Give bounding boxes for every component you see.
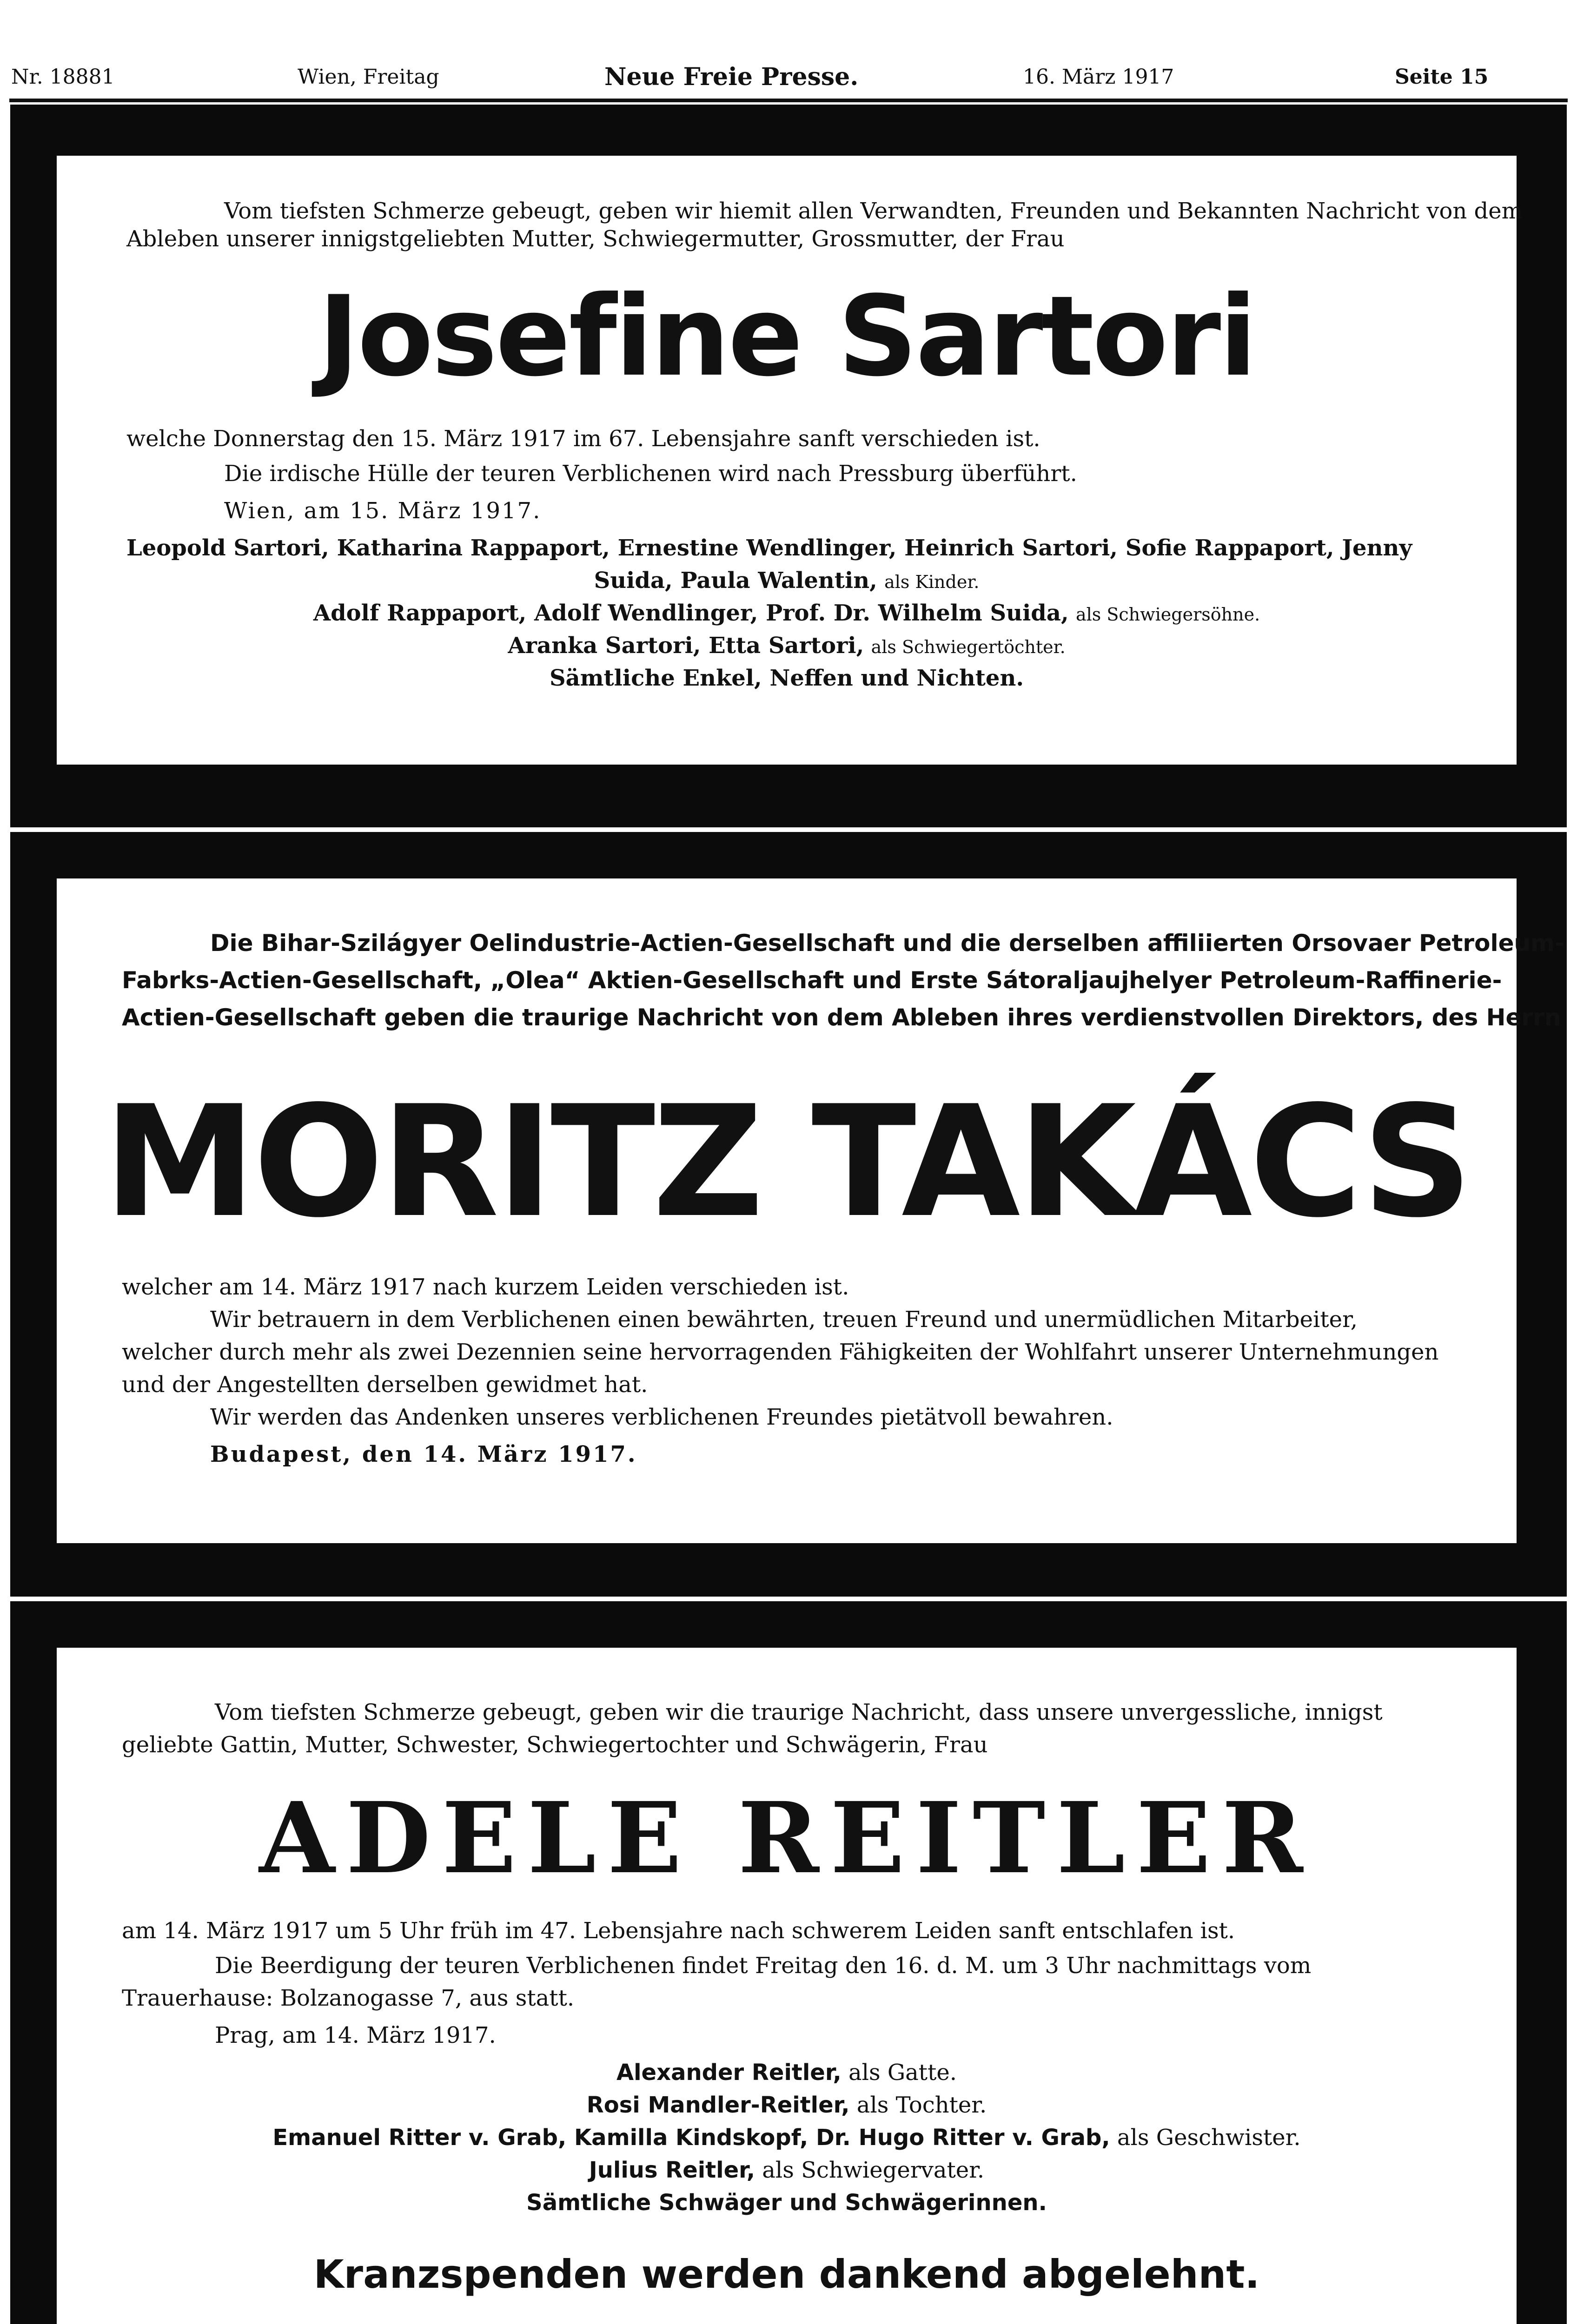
mourners-line: Suida, Paula Walentin, als Kinder.	[594, 568, 980, 594]
notice-body	[57, 1648, 1517, 2324]
mourners-line: Julius Reitler, als Schwiegervater.	[589, 2157, 985, 2183]
intro-line: Vom tiefsten Schmerze gebeugt, geben wir die traurige Nachricht, dass unsere unvergessliche, innigst	[215, 1699, 1383, 1725]
closing-note: Kranzspenden werden dankend abgelehnt.	[313, 2251, 1260, 2297]
place-day: Wien, Freitag	[298, 65, 439, 89]
text-line: Wir betrauern in dem Verblichenen einen bewährten, treuen Freund und unermüdlichen Mitarbeiter,	[210, 1307, 1358, 1333]
issue-date: 16. März 1917	[1023, 65, 1174, 89]
issue-number: Nr. 18881	[11, 65, 115, 89]
text-line: Die Beerdigung der teuren Verblichenen findet Freitag den 16. d. M. um 3 Uhr nachmittags vom	[215, 1953, 1312, 1979]
deceased-name: MORITZ TAKÁCS	[103, 1073, 1470, 1251]
header-rule	[9, 99, 1568, 102]
place-date: Wien, am 15. März 1917.	[224, 498, 542, 524]
text-line: welcher durch mehr als zwei Dezennien seine hervorragenden Fähigkeiten der Wohlfahrt unserer Unternehmungen	[122, 1339, 1439, 1365]
newspaper-title: Neue Freie Presse.	[604, 63, 859, 91]
text-line: welche Donnerstag den 15. März 1917 im 67. Lebensjahre sanft verschieden ist.	[126, 426, 1040, 452]
text-line: welcher am 14. März 1917 nach kurzem Leiden verschieden ist.	[122, 1274, 849, 1300]
obituary-notice-takacs	[10, 832, 1567, 1597]
intro-line: Vom tiefsten Schmerze gebeugt, geben wir hiemit allen Verwandten, Freunden und Bekannten Nachricht von dem	[224, 198, 1523, 224]
mourners-line: Aranka Sartori, Etta Sartori, als Schwiegertöchter.	[508, 633, 1066, 659]
mourners-line: Adolf Rappaport, Adolf Wendlinger, Prof. Dr. Wilhelm Suida, als Schwiegersöhne.	[313, 600, 1260, 626]
notice-body	[57, 878, 1564, 1543]
text-line: und der Angestellten derselben gewidmet hat.	[122, 1372, 648, 1398]
deceased-name: Josefine Sartori	[318, 272, 1255, 401]
text-line: am 14. März 1917 um 5 Uhr früh im 47. Lebensjahre nach schwerem Leiden sanft entschlafen ist.	[122, 1918, 1235, 1944]
notice-body	[57, 156, 1523, 765]
intro-line: Ableben unserer innigstgeliebten Mutter, Schwiegermutter, Grossmutter, der Frau	[126, 226, 1065, 252]
obituary-notice-reitler	[10, 1601, 1567, 2324]
mourners-line: Sämtliche Enkel, Neffen und Nichten.	[549, 665, 1024, 691]
intro-line: Actien-Gesellschaft geben die traurige Nachricht von dem Ableben ihres verdienstvollen Direktors, des Herrn	[122, 1004, 1561, 1031]
text-line: Wir werden das Andenken unseres verblichenen Freundes pietätvoll bewahren.	[210, 1404, 1113, 1430]
deceased-name: ADELE REITLER	[259, 1781, 1314, 1895]
place-date: Prag, am 14. März 1917.	[215, 2022, 496, 2048]
text-line: Trauerhause: Bolzanogasse 7, aus statt.	[122, 1985, 575, 2011]
intro-line: Die Bihar-Szilágyer Oelindustrie-Actien-Gesellschaft und die derselben affiliierten Orsovaer Petroleum-	[210, 930, 1564, 957]
page-number: Seite 15	[1395, 65, 1489, 89]
place-date: Budapest, den 14. März 1917.	[210, 1441, 637, 1467]
newspaper-header	[0, 0, 1577, 98]
mourners-line: Rosi Mandler-Reitler, als Tochter.	[586, 2092, 987, 2118]
intro-line: Fabrks-Actien-Gesellschaft, „Olea“ Aktien-Gesellschaft und Erste Sátoraljaujhelyer Petroleum-Raffinerie-	[122, 967, 1502, 994]
mourners-line: Sämtliche Schwäger und Schwägerinnen.	[526, 2190, 1047, 2216]
mourners-line: Alexander Reitler, als Gatte.	[616, 2060, 957, 2086]
mourners-line: Emanuel Ritter v. Grab, Kamilla Kindskopf, Dr. Hugo Ritter v. Grab, als Geschwister.	[272, 2125, 1301, 2151]
mourners-line: Leopold Sartori, Katharina Rappaport, Ernestine Wendlinger, Heinrich Sartori, Sofie Rappaport, Jenny	[126, 535, 1412, 561]
intro-line: geliebte Gattin, Mutter, Schwester, Schwiegertochter und Schwägerin, Frau	[122, 1732, 988, 1758]
text-line: Die irdische Hülle der teuren Verblichenen wird nach Pressburg überführt.	[224, 461, 1077, 487]
obituary-notice-sartori	[10, 105, 1567, 827]
